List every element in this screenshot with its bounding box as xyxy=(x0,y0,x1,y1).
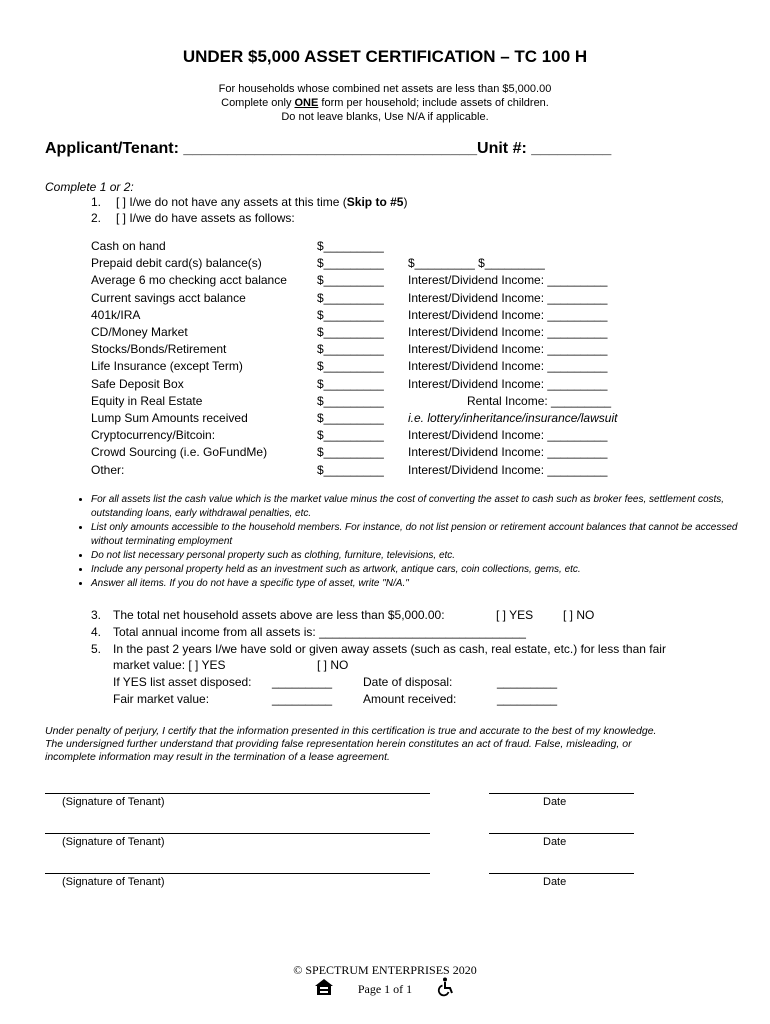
asset-amount-field[interactable]: $_________ xyxy=(317,342,384,356)
amount-received-label: Amount received: xyxy=(363,692,457,706)
asset-label: Safe Deposit Box xyxy=(91,377,184,391)
instruction-item: • List only amounts accessible to the household members. For instance, do not list pension or retirement account balances that cannot be accessed without terminating employment xyxy=(91,521,751,549)
copyright: © SPECTRUM ENTERPRISES 2020 xyxy=(293,963,477,977)
asset-income-field[interactable]: Interest/Dividend Income: _________ xyxy=(408,325,608,339)
asset-amount-field[interactable]: $_________ xyxy=(317,239,384,253)
signature-line[interactable] xyxy=(45,793,430,794)
option-1-number: 1. xyxy=(91,195,102,209)
option-1-bold: Skip to #5 xyxy=(346,195,404,209)
asset-amount-field[interactable]: $_________ xyxy=(317,463,384,477)
question-5-no-checkbox[interactable]: [ ] NO xyxy=(317,658,349,672)
date-of-disposal-label: Date of disposal: xyxy=(363,675,453,689)
asset-amount-field[interactable]: $_________ xyxy=(317,359,384,373)
subtitle-line-2-emphasis: ONE xyxy=(294,97,319,109)
asset-amount-field[interactable]: $_________ xyxy=(317,291,384,305)
asset-amount-field[interactable]: $_________ xyxy=(317,256,384,270)
option-1-checkbox[interactable] xyxy=(116,195,407,209)
subtitle-line-2-end: form per household; include assets of children. xyxy=(318,97,549,109)
date-of-disposal-field[interactable]: _________ xyxy=(497,675,558,689)
applicant-row xyxy=(45,140,611,158)
asset-label: CD/Money Market xyxy=(91,325,188,339)
unit-number-field[interactable]: Unit #: _________ xyxy=(477,140,612,157)
asset-label: Crowd Sourcing (i.e. GoFundMe) xyxy=(91,445,268,459)
instruction-item: • Answer all items. If you do not have a specific type of asset, write "N/A." xyxy=(91,577,751,591)
asset-label: 401k/IRA xyxy=(91,308,141,322)
question-5-number: 5. xyxy=(91,642,102,656)
applicant-tenant-field[interactable]: Applicant/Tenant: _________________________________ xyxy=(45,140,478,157)
asset-income-field[interactable]: Interest/Dividend Income: _________ xyxy=(408,273,608,287)
amount-received-field[interactable]: _________ xyxy=(497,692,558,706)
asset-income-field[interactable]: $_________ $_________ xyxy=(408,256,545,270)
asset-label: Average 6 mo checking acct balance xyxy=(91,273,287,287)
certification-line-2: The undersigned further understand that providing false representation herein constitutes an act of fraud. False, misleading, or xyxy=(45,738,632,750)
certification-line-3: incomplete information may result in the termination of a lease agreement. xyxy=(45,751,390,763)
question-4-number: 4. xyxy=(91,625,102,639)
asset-label: Life Insurance (except Term) xyxy=(91,359,243,373)
subtitle-line-2 xyxy=(0,97,770,109)
asset-amount-field[interactable]: $_________ xyxy=(317,394,384,408)
asset-amount-field[interactable]: $_________ xyxy=(317,428,384,442)
asset-disposed-field[interactable]: _________ xyxy=(272,675,333,689)
asset-income-field[interactable]: Interest/Dividend Income: _________ xyxy=(408,428,608,442)
date-line[interactable] xyxy=(489,833,634,834)
asset-income-field[interactable]: i.e. lottery/inheritance/insurance/lawsuit xyxy=(408,411,618,425)
complete-header: Complete 1 or 2: xyxy=(45,180,134,194)
subtitle-line-3: Do not leave blanks, Use N/A if applicable. xyxy=(281,111,489,123)
subtitle-line-1: For households whose combined net assets are less than $5,000.00 xyxy=(218,83,552,95)
asset-label: Other: xyxy=(91,463,125,477)
question-3-text: The total net household assets above are less than $5,000.00: xyxy=(113,608,445,622)
subtitle-line-2-start: Complete only xyxy=(221,97,295,109)
asset-income-field[interactable]: Interest/Dividend Income: _________ xyxy=(408,445,608,459)
signature-label: (Signature of Tenant) xyxy=(62,876,165,888)
signature-line[interactable] xyxy=(45,873,430,874)
asset-income-field[interactable]: Interest/Dividend Income: _________ xyxy=(408,377,608,391)
date-label: Date xyxy=(543,836,567,848)
page-number: Page 1 of 1 xyxy=(357,982,413,996)
asset-income-field[interactable]: Rental Income: _________ xyxy=(467,394,612,408)
instruction-list xyxy=(66,493,751,591)
signature-line[interactable] xyxy=(45,833,430,834)
asset-label: Cryptocurrency/Bitcoin: xyxy=(91,428,216,442)
signature-label: (Signature of Tenant) xyxy=(62,796,165,808)
wheelchair-accessibility-icon xyxy=(437,977,455,997)
asset-label: Prepaid debit card(s) balance(s) xyxy=(91,256,262,270)
certification-line-1: Under penalty of perjury, I certify that the information presented in this certification is true and accurate to the best of my knowledge. xyxy=(45,725,657,737)
asset-label: Lump Sum Amounts received xyxy=(91,411,248,425)
asset-label: Stocks/Bonds/Retirement xyxy=(91,342,227,356)
asset-amount-field[interactable]: $_________ xyxy=(317,273,384,287)
asset-income-field[interactable]: Interest/Dividend Income: _________ xyxy=(408,291,608,305)
question-3-no-checkbox[interactable]: [ ] NO xyxy=(563,608,595,622)
fair-market-value-label: Fair market value: xyxy=(113,692,210,706)
asset-income-field[interactable]: Interest/Dividend Income: _________ xyxy=(408,308,608,322)
question-4-field[interactable]: Total annual income from all assets is: _______________________________ xyxy=(113,625,526,639)
date-line[interactable] xyxy=(489,793,634,794)
page-title: UNDER $5,000 ASSET CERTIFICATION – TC 100 H xyxy=(182,47,588,66)
date-label: Date xyxy=(543,796,567,808)
asset-label: Cash on hand xyxy=(91,239,166,253)
option-1-text: [ ] I/we do not have any assets at this time ( xyxy=(116,195,347,209)
option-1-close: ) xyxy=(403,195,408,209)
asset-income-field[interactable]: Interest/Dividend Income: _________ xyxy=(408,342,608,356)
question-5-yes-checkbox[interactable]: market value: [ ] YES xyxy=(113,658,226,672)
instruction-item: • Do not list necessary personal property such as clothing, furniture, televisions, etc. xyxy=(91,549,751,563)
question-3-number: 3. xyxy=(91,608,102,622)
asset-amount-field[interactable]: $_________ xyxy=(317,308,384,322)
asset-amount-field[interactable]: $_________ xyxy=(317,445,384,459)
question-5-text: In the past 2 years I/we have sold or given away assets (such as cash, real estate, etc.) for less than fair xyxy=(113,642,666,656)
fair-market-value-field[interactable]: _________ xyxy=(272,692,333,706)
signature-label: (Signature of Tenant) xyxy=(62,836,165,848)
asset-label: Current savings acct balance xyxy=(91,291,246,305)
asset-amount-field[interactable]: $_________ xyxy=(317,325,384,339)
option-2-number: 2. xyxy=(91,211,102,225)
asset-income-field[interactable]: Interest/Dividend Income: _________ xyxy=(408,359,608,373)
instruction-item: • Include any personal property held as an investment such as artwork, antique cars, coin collections, gems, etc. xyxy=(91,563,751,577)
question-3-yes-checkbox[interactable]: [ ] YES xyxy=(496,608,534,622)
date-label: Date xyxy=(543,876,567,888)
asset-amount-field[interactable]: $_________ xyxy=(317,411,384,425)
instruction-item: • For all assets list the cash value which is the market value minus the cost of converting the asset to cash such as broker fees, settlement costs, outstanding loans, early withdrawal penalties, etc. xyxy=(91,493,751,521)
option-2-checkbox[interactable]: [ ] I/we do have assets as follows: xyxy=(116,211,295,225)
asset-amount-field[interactable]: $_________ xyxy=(317,377,384,391)
date-line[interactable] xyxy=(489,873,634,874)
asset-label: Equity in Real Estate xyxy=(91,394,203,408)
asset-income-field[interactable]: Interest/Dividend Income: _________ xyxy=(408,463,608,477)
asset-disposed-label: If YES list asset disposed: xyxy=(113,675,252,689)
